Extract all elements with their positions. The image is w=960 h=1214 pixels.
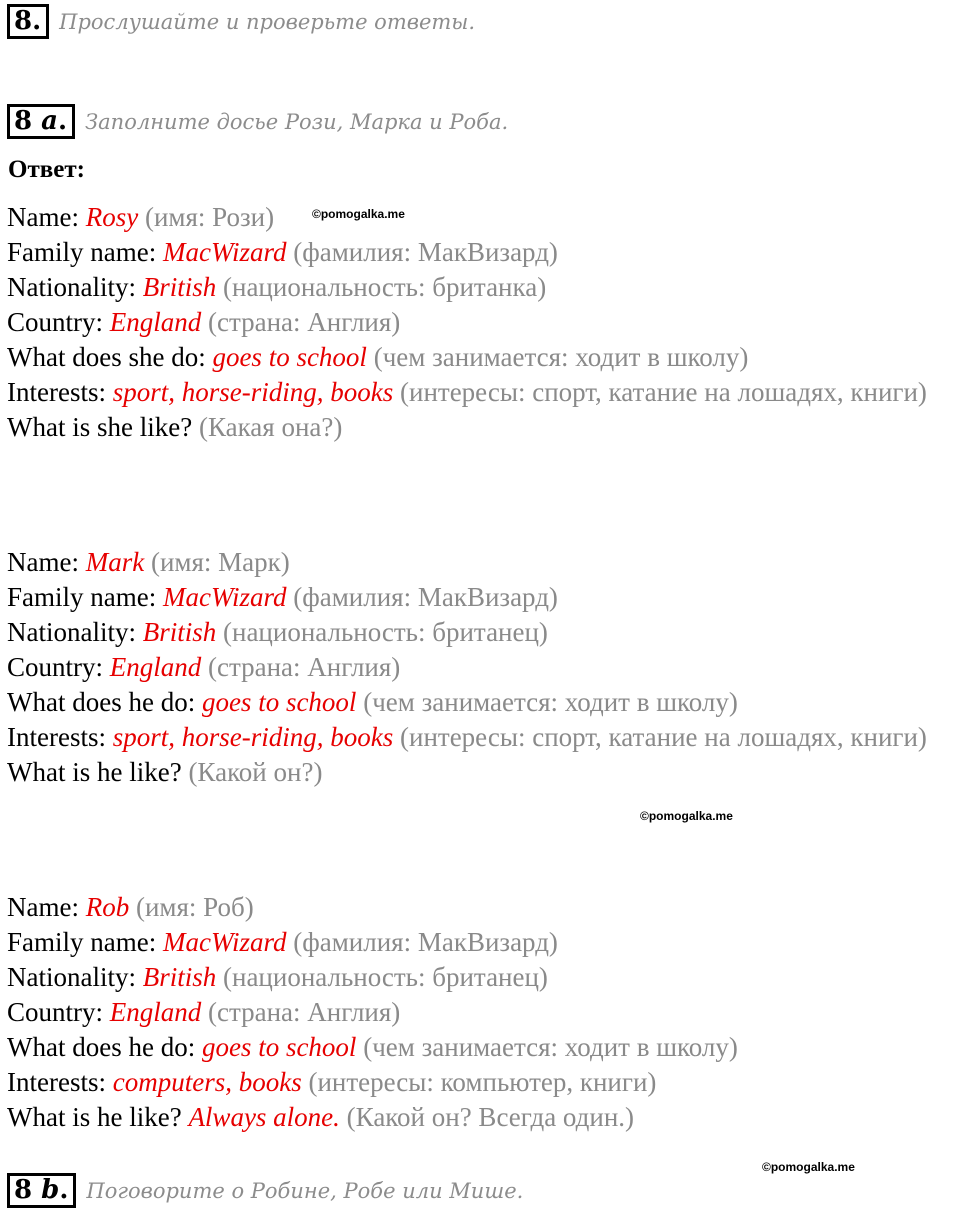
field-label: Interests: bbox=[7, 1067, 113, 1097]
field-value: goes to school bbox=[212, 342, 367, 372]
field-value: Rosy bbox=[85, 202, 139, 232]
field-translation: (фамилия: МакВизард) bbox=[286, 927, 558, 957]
field-label: What does he do: bbox=[7, 687, 202, 717]
profile-line-occupation bbox=[7, 685, 957, 720]
field-value: goes to school bbox=[201, 1032, 357, 1062]
profile-line-interests bbox=[7, 1065, 957, 1100]
field-translation: (имя: Марк) bbox=[144, 547, 290, 577]
profile-line-name bbox=[7, 890, 957, 925]
field-label: Interests: bbox=[7, 722, 113, 752]
profile-line-occupation bbox=[7, 340, 957, 375]
field-value: England bbox=[109, 997, 202, 1027]
field-label: Nationality: bbox=[7, 272, 143, 302]
task-8b-dot: . bbox=[59, 1175, 69, 1205]
profile-line-country bbox=[7, 995, 957, 1030]
field-label: What does she do: bbox=[7, 342, 213, 372]
task-8a-letter: a bbox=[41, 106, 59, 136]
field-value: British bbox=[142, 962, 217, 992]
field-label: What is she like? bbox=[7, 412, 199, 442]
task-8b-number bbox=[7, 1173, 76, 1208]
task-8a-digit: 8 bbox=[14, 106, 33, 136]
profile-line-name bbox=[7, 200, 957, 235]
profile-line-family-name bbox=[7, 580, 957, 615]
profile-line-occupation bbox=[7, 1030, 957, 1065]
field-label: Name: bbox=[7, 202, 86, 232]
task-8a-header bbox=[7, 104, 508, 139]
field-value: goes to school bbox=[201, 687, 357, 717]
field-translation: (Какой он?) bbox=[188, 757, 323, 787]
field-label: Name: bbox=[7, 892, 86, 922]
field-translation: (чем занимается: ходит в школу) bbox=[356, 687, 738, 717]
profile-line-name bbox=[7, 545, 957, 580]
field-label: What does he do: bbox=[7, 1032, 202, 1062]
field-translation: (Какая она?) bbox=[198, 412, 343, 442]
field-label: Name: bbox=[7, 547, 86, 577]
task-8a-dot: . bbox=[58, 106, 68, 136]
field-label: What is he like? bbox=[7, 1102, 189, 1132]
field-translation: (интересы: компьютер, книги) bbox=[301, 1067, 657, 1097]
field-label: Country: bbox=[7, 652, 110, 682]
field-value: Rob bbox=[85, 892, 130, 922]
profile-line-interests bbox=[7, 720, 957, 755]
field-value: MacWizard bbox=[162, 582, 287, 612]
field-value: British bbox=[142, 617, 217, 647]
profile-line-character bbox=[7, 755, 957, 790]
field-value: British bbox=[142, 272, 217, 302]
profile-line-family-name bbox=[7, 235, 957, 270]
field-label: Family name: bbox=[7, 582, 163, 612]
watermark: ©pomogalka.me bbox=[762, 1160, 855, 1174]
field-value: MacWizard bbox=[162, 927, 287, 957]
field-translation: (страна: Англия) bbox=[201, 652, 401, 682]
profile-rob bbox=[7, 890, 957, 1135]
field-value: England bbox=[109, 652, 202, 682]
profile-line-country bbox=[7, 650, 957, 685]
profile-line-nationality bbox=[7, 615, 957, 650]
field-value: Always alone. bbox=[188, 1102, 340, 1132]
task-8-header bbox=[7, 4, 475, 39]
answer-label: Ответ: bbox=[8, 156, 85, 183]
task-8b-digit: 8 bbox=[14, 1175, 33, 1205]
watermark: ©pomogalka.me bbox=[640, 809, 733, 823]
field-translation: (национальность: британка) bbox=[216, 272, 547, 302]
profile-line-character bbox=[7, 410, 957, 445]
field-label: Family name: bbox=[7, 927, 163, 957]
field-label: Country: bbox=[7, 997, 110, 1027]
field-value: computers, books bbox=[112, 1067, 302, 1097]
task-8a-number bbox=[7, 104, 75, 139]
task-8a-instruction: Заполните досье Рози, Марка и Роба. bbox=[85, 109, 509, 134]
profile-line-interests bbox=[7, 375, 957, 410]
field-translation: (национальность: британец) bbox=[216, 617, 548, 647]
watermark: ©pomogalka.me bbox=[312, 207, 405, 221]
field-translation: (фамилия: МакВизард) bbox=[286, 582, 558, 612]
field-translation: (интересы: спорт, катание на лошадях, книги) bbox=[393, 722, 927, 752]
task-8b-instruction: Поговорите о Робине, Робе или Мише. bbox=[86, 1178, 524, 1203]
field-value: MacWizard bbox=[162, 237, 287, 267]
field-translation: (имя: Рози) bbox=[138, 202, 275, 232]
field-value: England bbox=[109, 307, 202, 337]
field-label: Country: bbox=[7, 307, 110, 337]
field-translation: (Какой он? Всегда один.) bbox=[339, 1102, 635, 1132]
field-translation: (имя: Роб) bbox=[129, 892, 254, 922]
field-translation: (чем занимается: ходит в школу) bbox=[356, 1032, 738, 1062]
field-translation: (страна: Англия) bbox=[201, 307, 401, 337]
field-label: Family name: bbox=[7, 237, 163, 267]
profile-line-character bbox=[7, 1100, 957, 1135]
field-label: Nationality: bbox=[7, 617, 143, 647]
profile-line-family-name bbox=[7, 925, 957, 960]
task-8-number: 8. bbox=[7, 4, 49, 39]
field-label: Interests: bbox=[7, 377, 113, 407]
field-translation: (фамилия: МакВизард) bbox=[286, 237, 558, 267]
field-value: sport, horse-riding, books bbox=[112, 722, 394, 752]
field-translation: (национальность: британец) bbox=[216, 962, 548, 992]
field-label: What is he like? bbox=[7, 757, 189, 787]
task-8-instruction: Прослушайте и проверьте ответы. bbox=[59, 9, 476, 34]
task-8b-letter: b bbox=[41, 1175, 60, 1205]
profile-rosy bbox=[7, 200, 957, 445]
profile-line-nationality bbox=[7, 960, 957, 995]
field-translation: (интересы: спорт, катание на лошадях, книги) bbox=[393, 377, 927, 407]
profile-mark bbox=[7, 545, 957, 790]
field-translation: (чем занимается: ходит в школу) bbox=[366, 342, 749, 372]
field-label: Nationality: bbox=[7, 962, 143, 992]
field-value: Mark bbox=[85, 547, 145, 577]
profile-line-country bbox=[7, 305, 957, 340]
field-translation: (страна: Англия) bbox=[201, 997, 401, 1027]
field-value: sport, horse-riding, books bbox=[112, 377, 394, 407]
task-8b-header bbox=[7, 1173, 523, 1208]
profile-line-nationality bbox=[7, 270, 957, 305]
